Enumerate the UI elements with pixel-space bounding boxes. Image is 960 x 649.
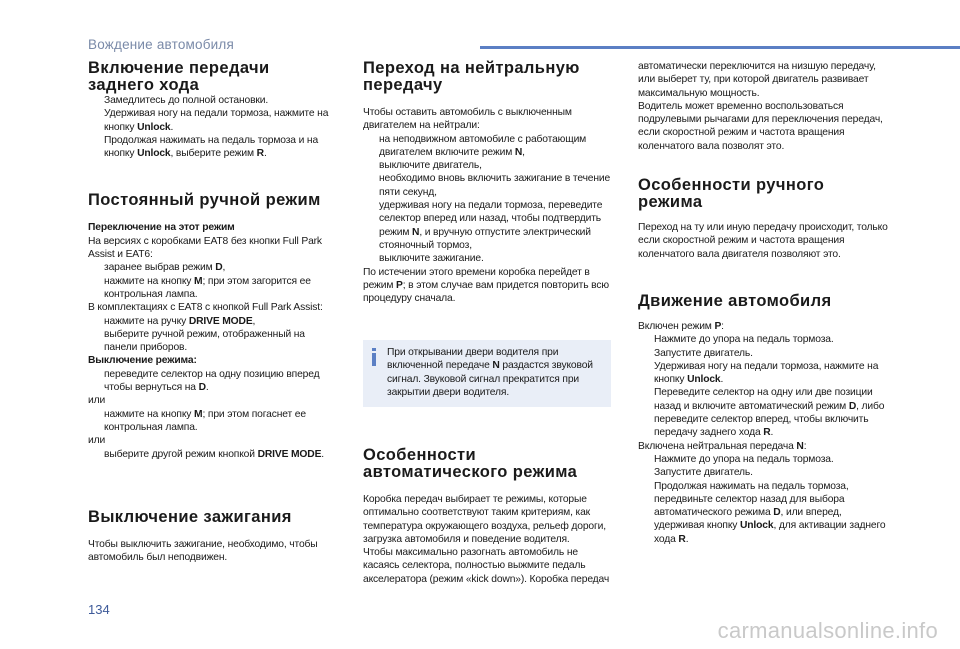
page-number: 134 [88,602,110,617]
key-label: N [492,360,500,372]
list-item: Продолжая нажимать на педаль тормоза, передвиньте селектор назад для выбора автоматического режима D, или вперед, удерживая кнопку Unlock, для активации заднего хода R. [654,480,886,545]
paragraph: Включена нейтральная передача N: [638,440,807,452]
paragraph: Чтобы максимально разогнать автомобиль не касаясь селектора, полностью выжмите педаль акселератора (режим «kick down»). Коробка передач [363,547,610,585]
header-accent-rule [480,46,960,49]
paragraph: Водитель может временно воспользоваться подрулевыми рычагами для переключения передач, если скоростной режим и частота вращения коленчатого вала позволят это. [638,100,883,152]
list-item: Замедлитесь до полной остановки. [104,95,269,106]
paragraph: В комплектациях с EAT8 с кнопкой Full Park Assist: [88,302,323,314]
section-title-ignition-off: Выключение зажигания [88,507,292,526]
list-item: Запустите двигатель. [654,467,753,479]
paragraph: Коробка передач выбирает те режимы, которые оптимально соответствуют таким критериям, как температура окружающего воздуха, рельеф дороги, загрузка автомобиля и поведение водителя. [363,494,606,545]
key-label: M [194,408,203,420]
list-item: на неподвижном автомобиле с работающим двигателем включите режим N, [379,133,587,158]
info-note-box: При открывании двери водителя при включенной передаче N раздастся звуковой сигнал. Звуковой сигнал прекратится при закрытии двери водителя. [363,340,611,407]
list-item: выберите другой режим кнопкой DRIVE MODE. [104,448,325,460]
column-middle-lower [363,447,615,586]
list-item: нажмите на кнопку M; при этом погаснет ее контрольная лампа. [104,408,306,433]
list-item: удерживая ногу на педали тормоза, переведите селектор вперед или назад, чтобы подтвердить режим N, и вручную отпустите электрический стояночный тормоз, [379,200,603,251]
key-label: Unlock [687,374,721,386]
key-label: D [198,382,206,394]
section-title-neutral: Переход на нейтральную передачу [363,59,580,94]
paragraph: Включен режим P: [638,320,724,332]
paragraph: Переход на ту или иную передачу происходит, только если скоростной режим и частота вращения коленчатого вала двигателя позволяют это. [638,222,888,260]
list-item: заранее выбрав режим D, [104,262,226,274]
paragraph: На версиях с коробками EAT8 без кнопки Full Park Assist и EAT6: [88,235,322,261]
watermark-text[interactable]: carmanualsonline.info [717,618,938,643]
list-item: выберите ручной режим, отображенный на панели приборов. [104,328,305,354]
list-item: выключите двигатель, [379,160,482,172]
column-middle [363,60,615,305]
list-item: выключите зажигание. [379,253,484,265]
key-label: R [763,427,771,439]
key-label: P [396,279,403,291]
key-label: D [848,400,857,412]
key-label: Unlock [740,520,774,532]
list-item: Удерживая ногу на педали тормоза, нажмите на кнопку Unlock. [104,108,329,133]
key-label: N [796,440,804,452]
list-item: Удерживая ногу на педали тормоза, нажмите на кнопку Unlock. [654,360,879,386]
paragraph: Чтобы оставить автомобиль с выключенным двигателем на нейтрали: [363,107,572,132]
list-item: Нажмите до упора на педаль тормоза. [654,334,834,346]
section-title-driving: Движение автомобиля [638,291,832,310]
key-label: R [678,533,686,545]
list-item: Продолжая нажимать на педаль тормоза и на кнопку Unlock, выберите режим R. [104,134,319,160]
paragraph: автоматически переключится на низшую передачу, или выберет ту, при которой двигатель развивает максимальную мощность. [638,61,876,99]
list-item: необходимо вновь включить зажигание в течение пяти секунд, [379,173,611,198]
page-header-title: Вождение автомобиля [88,37,235,52]
paragraph: или [88,395,106,407]
paragraph: Чтобы выключить зажигание, необходимо, чтобы автомобиль был неподвижен. [88,538,318,564]
list-item: переведите селектор на одну позицию вперед чтобы вернуться на D. [104,368,320,394]
section-title-manual-mode: Постоянный ручной режим [88,191,321,210]
section-title-manual-features: Особенности ручного режима [638,176,825,212]
key-label: N [514,146,523,158]
paragraph: По истечении этого времени коробка перейдет в режим P; в этом случае вам придется повторить всю процедуру сначала. [363,266,609,305]
key-label: Unlock [137,148,171,160]
key-label: Unlock [137,121,171,133]
column-right [638,60,890,546]
list-item: Запустите двигатель. [654,347,753,359]
section-title-automatic-mode: Особенности автоматического режима [363,446,578,481]
key-label: P [714,320,722,332]
paragraph: или [88,435,106,447]
column-left [88,60,332,564]
key-label: D [215,262,223,274]
info-icon [370,348,378,366]
key-label: DRIVE MODE [188,315,253,327]
subheading: Переключение на этот режим [88,222,235,234]
list-item: нажмите на кнопку M; при этом загорится ее контрольная лампа. [104,275,311,300]
key-label: M [194,275,203,287]
list-item: Нажмите до упора на педаль тормоза. [654,453,834,465]
list-item: нажмите на ручку DRIVE MODE, [104,315,256,327]
section-title-reverse-gear: Включение передачи заднего хода [88,59,270,94]
key-label: R [256,148,264,160]
subheading: Выключение режима: [88,355,197,367]
key-label: DRIVE MODE [257,448,322,460]
key-label: N [412,226,420,238]
key-label: D [773,507,781,519]
list-item: Переведите селектор на одну или две позиции назад и включите автоматический режим D, либо переведите селектор вперед, чтобы включить передачу заднего хода R. [654,387,885,439]
